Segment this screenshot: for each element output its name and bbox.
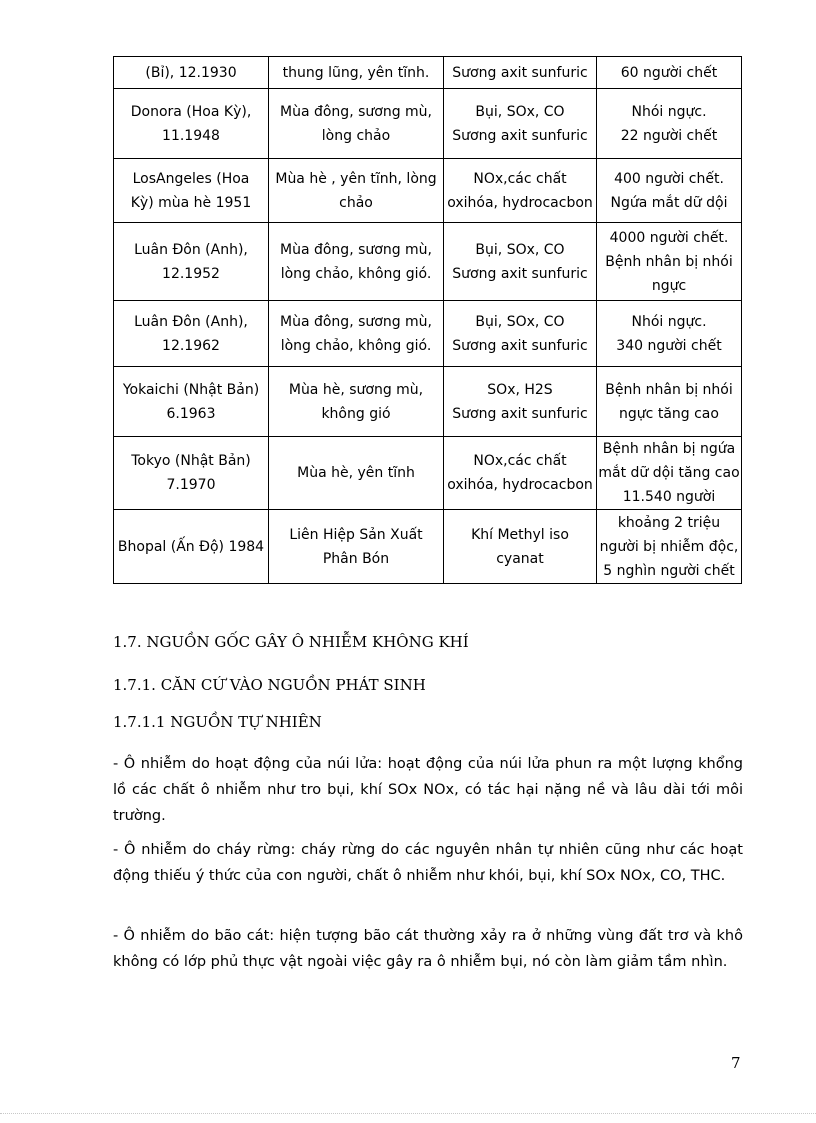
table-cell	[597, 159, 742, 223]
table-cell	[597, 57, 742, 89]
cell-text-line: Bhopal (Ấn Độ) 1984	[117, 538, 265, 555]
cell-text-line: 22 người chết	[620, 127, 718, 144]
table-row	[114, 367, 742, 437]
cell-text-line: Mùa hè , yên tĩnh, lòng	[275, 170, 437, 187]
cell-text-line: Mùa đông, sương mù,	[280, 103, 432, 120]
table-cell	[597, 89, 742, 159]
heading-1-7-1-1: 1.7.1.1 NGUỒN TỰ NHIÊN	[113, 713, 322, 731]
cell-text-line: 7.1970	[166, 477, 216, 493]
cell-text-line: 12.1952	[162, 265, 220, 282]
table-cell	[269, 223, 444, 301]
heading-1-7-1: 1.7.1. CĂN CỨ VÀO NGUỒN PHÁT SINH	[113, 676, 426, 694]
cell-text-line: 5 nghìn người chết	[603, 562, 735, 579]
table-cell	[269, 510, 444, 584]
table-cell	[114, 437, 269, 510]
cell-text-line: Sương axit sunfuric	[452, 337, 588, 354]
cell-text-line: 340 người chết	[616, 337, 722, 354]
table-cell	[269, 367, 444, 437]
table-cell	[597, 223, 742, 301]
air-pollution-incidents-table	[113, 56, 742, 584]
table-cell	[597, 437, 742, 510]
cell-text-line: oxihóa, hydrocacbon	[447, 477, 593, 493]
cell-text-line: Luân Đôn (Anh),	[134, 313, 248, 330]
cell-text-line: Yokaichi (Nhật Bản)	[122, 381, 260, 398]
cell-text-line: 60 người chết	[620, 64, 718, 81]
cell-text-line: ngực	[651, 277, 687, 294]
cell-text-line: Bụi, SOx, CO	[475, 241, 565, 258]
cell-text-line: mắt dữ dội tăng cao	[598, 465, 740, 481]
cell-text-line: Sương axit sunfuric	[452, 405, 588, 422]
cell-text-line: Bụi, SOx, CO	[475, 313, 565, 330]
cell-text-line: Tokyo (Nhật Bản)	[131, 453, 251, 469]
paragraph-sandstorm: - Ô nhiễm do bão cát: hiện tượng bão cát thường xảy ra ở những vùng đất trơ và khô không có lớp phủ thực vật ngoài việc gây ra ô nhiễm bụi, nó còn làm giảm tầm nhìn.	[113, 927, 743, 970]
cell-text-line: Sương axit sunfuric	[452, 64, 588, 81]
cell-text-line: cyanat	[496, 550, 544, 567]
cell-text-line: Mùa đông, sương mù,	[280, 313, 432, 330]
table-cell	[114, 57, 269, 89]
table-cell	[597, 510, 742, 584]
cell-text-line: oxihóa, hydrocacbon	[447, 194, 593, 211]
table-row	[114, 301, 742, 367]
cell-text-line: chảo	[339, 194, 373, 211]
cell-text-line: NOx,các chất	[473, 170, 567, 187]
table-cell	[269, 159, 444, 223]
cell-text-line: 4000 người chết.	[609, 229, 729, 246]
table-cell	[597, 367, 742, 437]
cell-text-line: lòng chảo, không gió.	[280, 265, 432, 282]
cell-text-line: khoảng 2 triệu	[617, 514, 721, 531]
cell-text-line: Bệnh nhân bị ngứa	[602, 441, 736, 457]
cell-text-line: Luân Đôn (Anh),	[134, 241, 248, 258]
cell-text-line: 11.1948	[162, 127, 220, 144]
page-number: 7	[731, 1054, 741, 1072]
table-cell	[444, 57, 597, 89]
cell-text-line: Ngứa mắt dữ dội	[610, 194, 728, 211]
cell-text-line: lòng chảo, không gió.	[280, 337, 432, 354]
table-cell	[444, 437, 597, 510]
table-cell	[444, 510, 597, 584]
table-row	[114, 89, 742, 159]
cell-text-line: ngực tăng cao	[619, 405, 719, 422]
cell-text-line: Nhói ngực.	[631, 313, 707, 330]
cell-text-line: 6.1963	[166, 405, 216, 422]
cell-text-line: Nhói ngực.	[631, 103, 707, 120]
cell-text-line: lòng chảo	[321, 127, 391, 144]
table-cell	[597, 301, 742, 367]
cell-text-line: 400 người chết.	[614, 170, 724, 187]
table-cell	[269, 301, 444, 367]
heading-1-7: 1.7. NGUỒN GỐC GÂY Ô NHIỄM KHÔNG KHÍ	[113, 633, 469, 651]
table-row	[114, 159, 742, 223]
table-cell	[444, 301, 597, 367]
table-body	[114, 57, 742, 584]
page-bottom-divider	[0, 1113, 816, 1114]
table-cell	[114, 301, 269, 367]
cell-text-line: (Bỉ), 12.1930	[145, 64, 237, 81]
table-row	[114, 57, 742, 89]
cell-text-line: Kỳ) mùa hè 1951	[130, 194, 252, 211]
cell-text-line: Sương axit sunfuric	[452, 127, 588, 144]
cell-text-line: NOx,các chất	[473, 453, 567, 469]
paragraph-forest-fire: - Ô nhiễm do cháy rừng: cháy rừng do các nguyên nhân tự nhiên cũng như các hoạt động thiếu ý thức của con người, chất ô nhiễm như khói, bụi, khí SOx NOx, CO, THC.	[113, 841, 743, 884]
table-cell	[114, 223, 269, 301]
table-cell	[444, 223, 597, 301]
table-cell	[269, 57, 444, 89]
table-cell	[269, 437, 444, 510]
cell-text-line: Mùa hè, sương mù,	[288, 381, 424, 398]
cell-text-line: Sương axit sunfuric	[452, 265, 588, 282]
cell-text-line: Bệnh nhân bị nhói	[605, 381, 733, 398]
table-cell	[444, 89, 597, 159]
cell-text-line: Mùa hè, yên tĩnh	[297, 465, 415, 481]
cell-text-line: Donora (Hoa Kỳ),	[130, 103, 252, 120]
cell-text-line: thung lũng, yên tĩnh.	[282, 64, 430, 81]
cell-text-line: Mùa đông, sương mù,	[280, 241, 432, 258]
cell-text-line: 12.1962	[162, 337, 220, 354]
table-row	[114, 223, 742, 301]
table-cell	[114, 159, 269, 223]
cell-text-line: Phân Bón	[322, 550, 390, 567]
cell-text-line: 11.540 người	[622, 489, 716, 505]
table-cell	[444, 159, 597, 223]
table-cell	[114, 510, 269, 584]
cell-text-line: Khí Methyl iso	[471, 526, 569, 543]
cell-text-line: người bị nhiễm độc,	[599, 538, 739, 555]
cell-text-line: LosAngeles (Hoa	[132, 170, 250, 187]
cell-text-line: SOx, H2S	[487, 381, 553, 398]
paragraph-volcano: - Ô nhiễm do hoạt động của núi lửa: hoạt động của núi lửa phun ra một lượng khổng lồ các chất ô nhiễm như tro bụi, khí SOx NOx, có tác hại nặng nề và lâu dài tới môi trường.	[113, 755, 743, 824]
table-row	[114, 510, 742, 584]
cell-text-line: Bụi, SOx, CO	[475, 103, 565, 120]
table-cell	[114, 367, 269, 437]
cell-text-line: không gió	[321, 405, 391, 422]
table-cell	[444, 367, 597, 437]
table-row	[114, 437, 742, 510]
table-cell	[269, 89, 444, 159]
cell-text-line: Bệnh nhân bị nhói	[605, 253, 733, 270]
table-cell	[114, 89, 269, 159]
cell-text-line: Liên Hiệp Sản Xuất	[289, 526, 423, 543]
